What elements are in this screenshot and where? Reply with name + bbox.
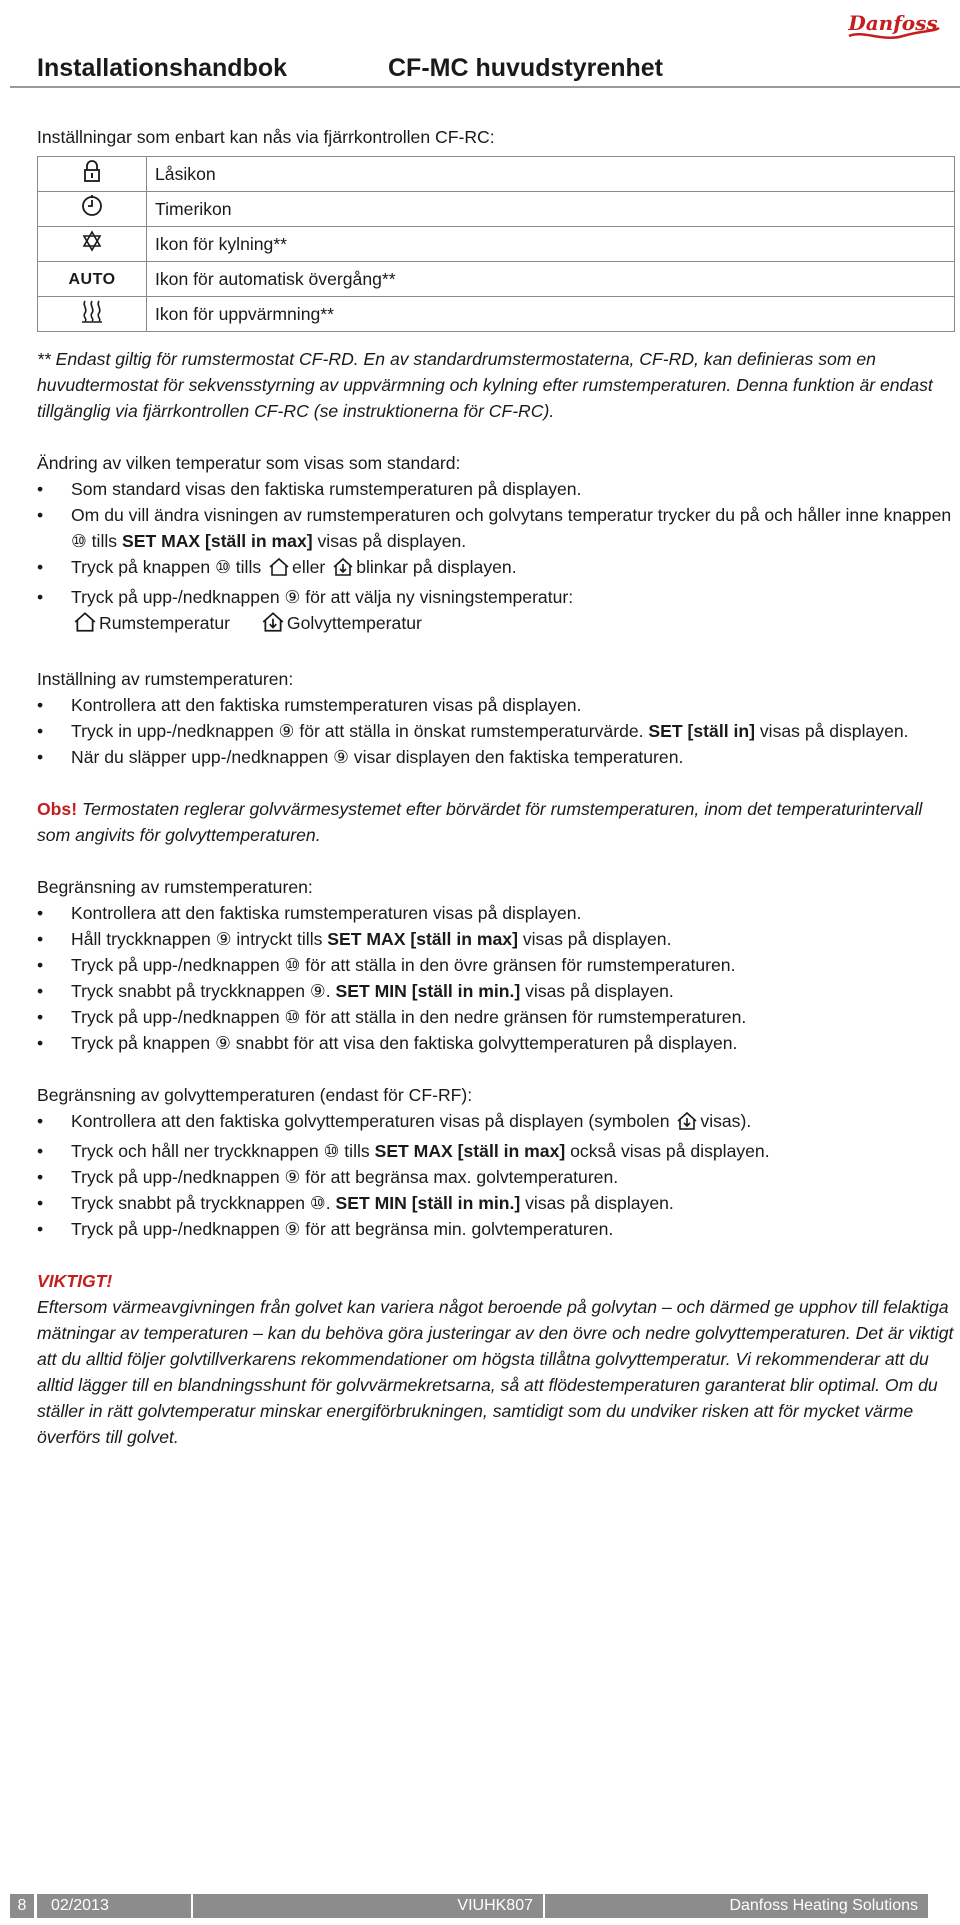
footer-date: 02/2013 [37,1894,191,1918]
display-change-section [37,450,955,640]
floor-temp-icon [332,557,354,584]
page-number: 8 [10,1894,34,1918]
auto-icon: AUTO [68,271,116,288]
list-item: • Som standard visas den faktiska rumstemperaturen på displayen. [37,476,955,502]
icon-label: Ikon för automatisk övergång** [147,262,955,297]
list-item: • Tryck snabbt på tryckknappen ⑨. SET MIN [ställ in min.] visas på displayen. [37,978,955,1004]
list-item: • Kontrollera att den faktiska rumstemperaturen visas på displayen. [37,692,955,718]
list-item: • Kontrollera att den faktiska golvyttemperaturen visas på displayen (symbolen visas). [37,1108,955,1138]
obs-text: Termostaten reglerar golvvärmesystemet efter börvärdet för rumstemperaturen, inom det temperaturintervall som angivits för golvyttemperaturen. [37,799,923,845]
floor-limit-section [37,1082,955,1242]
section-heading: Inställning av rumstemperaturen: [37,669,294,689]
section-heading: Begränsning av golvyttemperaturen (endast för CF-RF): [37,1085,473,1105]
list-item: • Tryck snabbt på tryckknappen ⑩. SET MIN [ställ in min.] visas på displayen. [37,1190,955,1216]
timer-icon [81,195,103,224]
danfoss-logo [843,6,943,46]
list-item: • Tryck på upp-/nedknappen ⑨ för att begränsa min. golvtemperaturen. [37,1216,955,1242]
cooling-icon [81,230,103,259]
room-setting-section [37,666,955,770]
list-item: • Tryck på upp-/nedknappen ⑩ för att ställa in den övre gränsen för rumstemperaturen. [37,952,955,978]
footer-brand: Danfoss Heating Solutions [545,1894,928,1918]
floor-temp-icon [261,611,285,640]
table-row [38,157,955,192]
floor-temp-label: Golvyttemperatur [286,613,422,633]
viktigt-title: VIKTIGT! [37,1271,113,1291]
table-row [38,297,955,332]
list-item: • Tryck på upp-/nedknappen ⑨ för att välja ny visningstemperatur: [37,584,955,610]
icon-label: Timerikon [147,192,955,227]
intro-text: Inställningar som enbart kan nås via fjärrkontrollen CF-RC: [37,127,495,147]
list-item: • Om du vill ändra visningen av rumstemperaturen och golvytans temperatur trycker du på och håller inne knappen ⑩ tills SET MAX [ställ in max] visas på displayen. [37,502,955,554]
page-header [0,48,960,88]
section-heading: Begränsning av rumstemperaturen: [37,877,313,897]
temperature-options [37,610,955,640]
page-footer [0,1894,960,1918]
obs-label: Obs! [37,799,78,819]
house-icon [268,557,290,584]
heating-icon [81,299,103,330]
list-item: • Tryck på knappen ⑩ tills eller blinkar på displayen. [37,554,955,584]
list-item: • Håll tryckknappen ⑨ intryckt tills SET MAX [ställ in max] visas på displayen. [37,926,955,952]
header-rule [30,86,960,88]
danfoss-logo-graphic [843,6,943,46]
header-rule-left [10,86,30,88]
footer-code: VIUHK807 [193,1894,543,1918]
table-row [38,192,955,227]
table-row [38,227,955,262]
list-item: • Tryck in upp-/nedknappen ⑨ för att ställa in önskat rumstemperaturvärde. SET [ställ in] visas på displayen. [37,718,955,744]
product-title: CF-MC huvudstyrenhet [388,54,663,82]
page-content [37,124,955,1450]
list-item: • Tryck på upp-/nedknappen ⑩ för att ställa in den nedre gränsen för rumstemperaturen. [37,1004,955,1030]
room-temp-label: Rumstemperatur [99,613,231,633]
icon-label: Ikon för uppvärmning** [147,297,955,332]
icon-label: Låsikon [147,157,955,192]
house-icon [73,611,97,640]
icon-label: Ikon för kylning** [147,227,955,262]
viktigt-section [37,1268,955,1450]
section-heading: Ändring av vilken temperatur som visas som standard: [37,453,461,473]
manual-title: Installationshandbok [37,54,288,82]
list-item: • Tryck och håll ner tryckknappen ⑩ tills SET MAX [ställ in max] också visas på displayen. [37,1138,955,1164]
cf-rd-note: ** Endast giltig för rumstermostat CF-RD. En av standardrumstermostaterna, CF-RD, kan definieras som en huvudtermostat för sekvensstyrning av uppvärmning och kylning efter rumstemperaturen. Denna funktion är endast tillgänglig via fjärrkontrollen CF-RC (se instruktionerna för CF-RC). [37,349,933,421]
list-item: • Tryck på knappen ⑨ snabbt för att visa den faktiska golvyttemperaturen på displayen. [37,1030,955,1056]
list-item: • Kontrollera att den faktiska rumstemperaturen visas på displayen. [37,900,955,926]
floor-temp-icon [676,1111,698,1138]
viktigt-text: Eftersom värmeavgivningen från golvet kan variera något beroende på golvytan – och därmed ge upphov till felaktiga mätningar av temperaturen – kan du behöva göra justeringar av den övre och nedre golvyttemperaturen. Det är viktigt att du alltid följer golvtillverkarens rekommendationer om högsta tillåtna golvyttemperatur. Vi rekommenderar att du alltid lägger till en blandningsshunt för golvvärmekretsarna, så att flödestemperaturen garanterat blir optimal. Om du ställer in rätt golvtemperatur minskar energiförbrukningen, samtidigt som du undviker risken att för mycket värme överförs till golvet. [37,1297,954,1447]
room-limit-section [37,874,955,1056]
list-item: • När du släpper upp-/nedknappen ⑨ visar displayen den faktiska temperaturen. [37,744,955,770]
lock-icon [83,160,101,189]
svg-text:Danfoss: Danfoss [848,11,938,35]
list-item: • Tryck på upp-/nedknappen ⑨ för att begränsa max. golvtemperaturen. [37,1164,955,1190]
icon-table [37,156,955,332]
table-row [38,262,955,297]
obs-note [37,796,955,848]
